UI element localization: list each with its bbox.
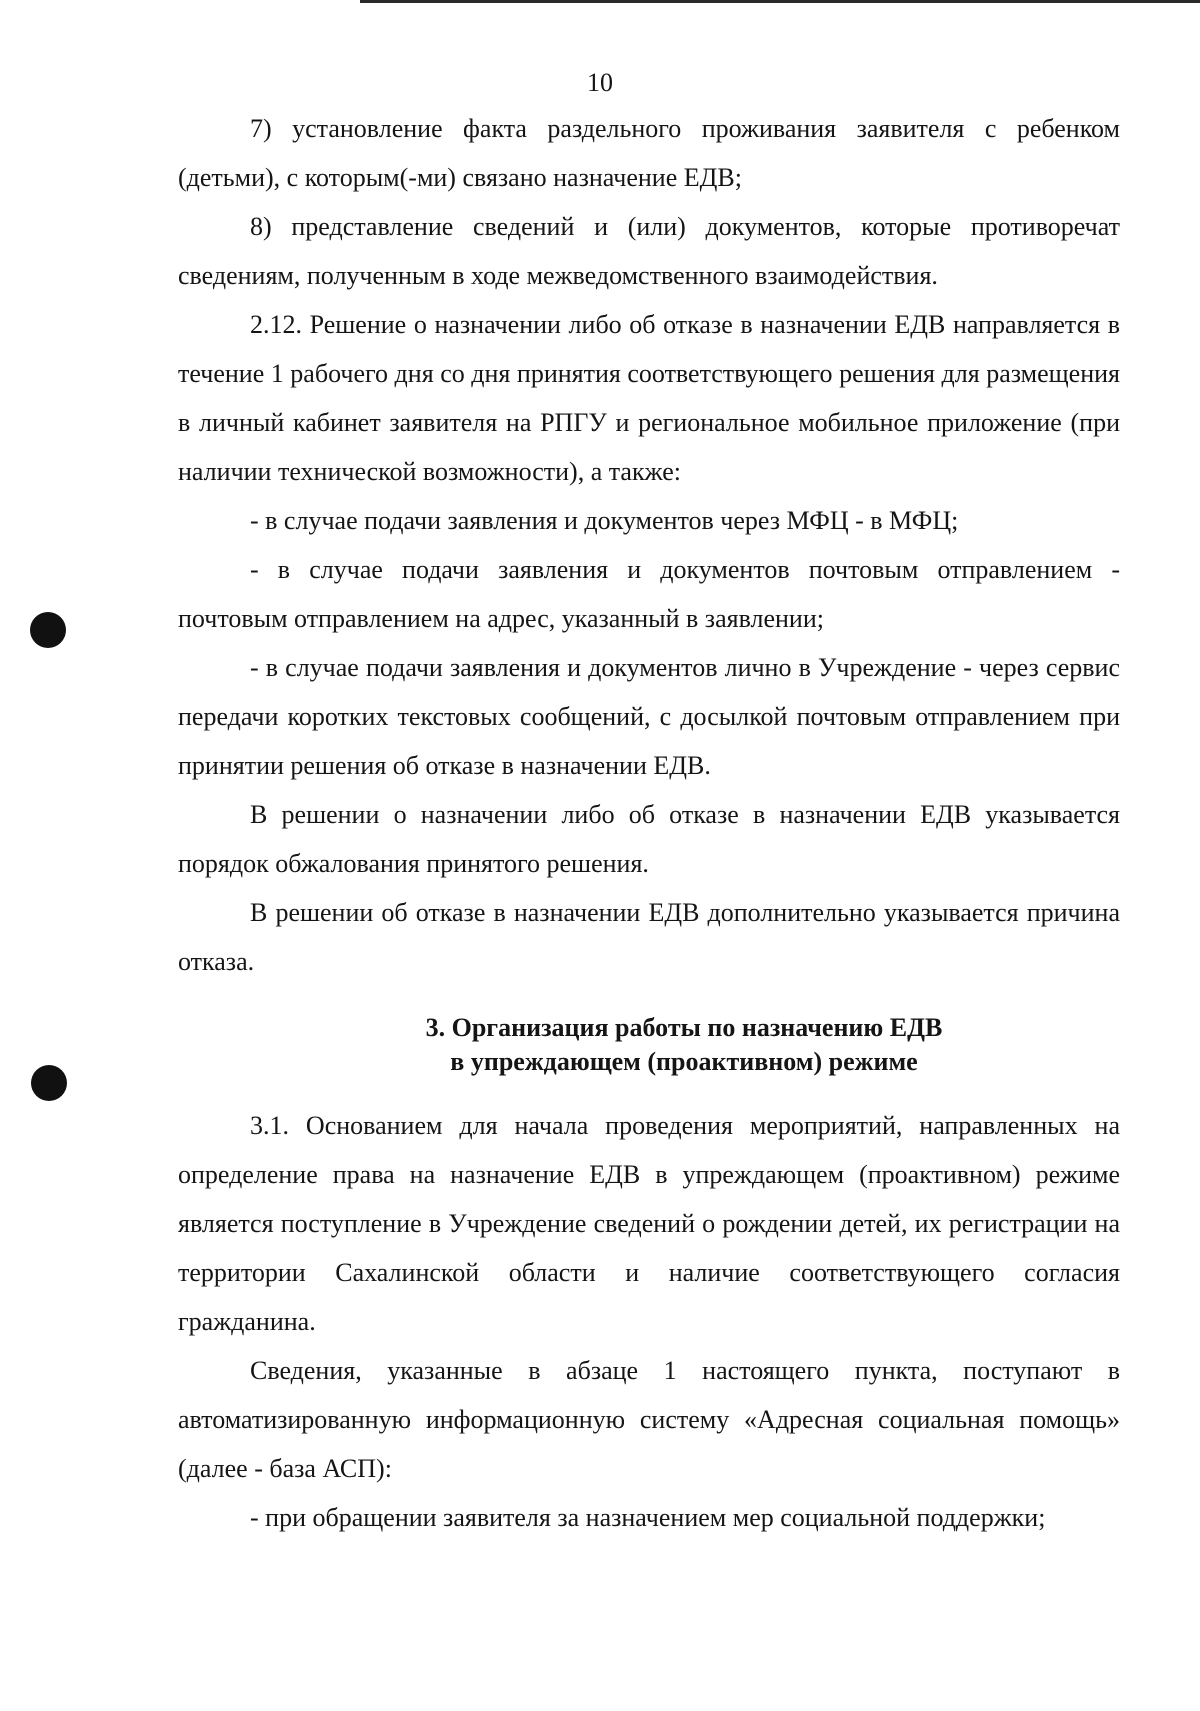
document-body xyxy=(178,104,1120,1542)
section-heading-line-1: 3. Организация работы по назначению ЕДВ xyxy=(425,1013,943,1042)
punch-hole-mark xyxy=(31,1065,67,1101)
bullet-applicant-request: - при обращении заявителя за назначением мер социальной поддержки; xyxy=(250,1503,1046,1532)
asp-info-paragraph: Сведения, указанные в абзаце 1 настоящего пункта, поступают в автоматизированную информационную систему «Адресная социальная помощь» (далее - база АСП): xyxy=(178,1356,1120,1483)
refusal-reason-paragraph: В решении об отказе в назначении ЕДВ дополнительно указывается причина отказа. xyxy=(178,898,1120,976)
section-heading xyxy=(178,1011,1120,1079)
list-item-7: 7) установление факта раздельного проживания заявителя с ребенком (детьми), с которым(-ми) связано назначение ЕДВ; xyxy=(178,114,1120,192)
bullet-postal: - в случае подачи заявления и документов почтовым отправлением - почтовым отправлением на адрес, указанный в заявлении; xyxy=(178,555,1120,633)
scan-top-edge xyxy=(360,0,1200,3)
bullet-mfc: - в случае подачи заявления и документов через МФЦ - в МФЦ; xyxy=(250,506,959,535)
clause-2-12: 2.12. Решение о назначении либо об отказе в назначении ЕДВ направляется в течение 1 рабочего дня со дня принятия соответствующего решения для размещения в личный кабинет заявителя на РПГУ и региональное мобильное приложение (при наличии технической возможности), а также: xyxy=(178,310,1120,486)
list-item-8: 8) представление сведений и (или) документов, которые противоречат сведениям, полученным в ходе межведомственного взаимодействия. xyxy=(178,212,1120,290)
clause-3-1: 3.1. Основанием для начала проведения мероприятий, направленных на определение права на назначение ЕДВ в упреждающем (проактивном) режиме является поступление в Учреждение сведений о рождении детей, их регистрации на территории Сахалинской области и наличие соответствующего согласия гражданина. xyxy=(178,1111,1120,1336)
punch-hole-mark xyxy=(30,612,66,648)
section-heading-line-2: в упреждающем (проактивном) режиме xyxy=(450,1047,918,1076)
appeal-procedure-paragraph: В решении о назначении либо об отказе в назначении ЕДВ указывается порядок обжалования принятого решения. xyxy=(178,800,1120,878)
bullet-in-person: - в случае подачи заявления и документов лично в Учреждение - через сервис передачи коротких текстовых сообщений, с досылкой почтовым отправлением при принятии решения об отказе в назначении ЕДВ. xyxy=(178,653,1120,780)
page-number: 10 xyxy=(587,68,613,97)
